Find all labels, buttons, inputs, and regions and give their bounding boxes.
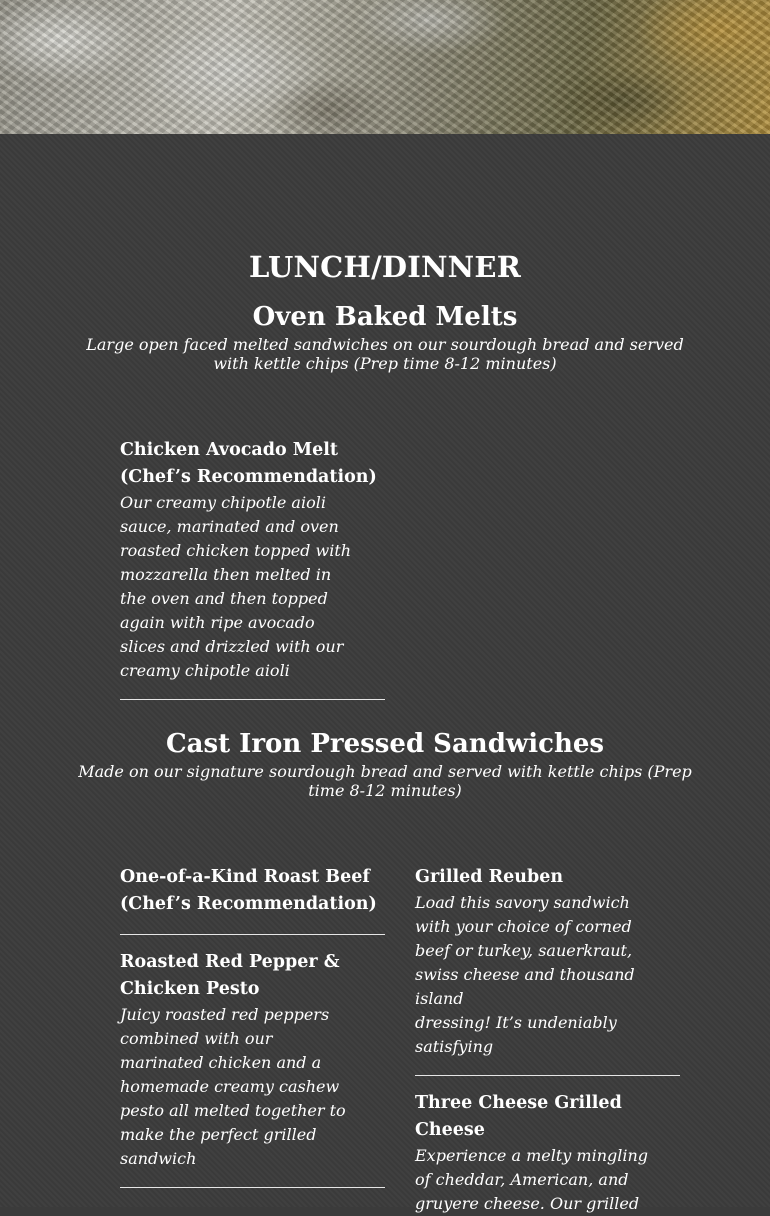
menu-item-description-line: slices and drizzled with our <box>120 637 344 656</box>
menu-item-name <box>120 864 385 918</box>
menu-item-name-line: One-of-a-Kind Roast Beef <box>120 867 370 887</box>
menu-item-description-line: sauce, marinated and oven <box>120 517 339 536</box>
menu-item-description-line: Experience a melty mingling <box>415 1146 649 1165</box>
menu-item-description-line: make the perfect grilled <box>120 1125 317 1144</box>
menu-item-description <box>120 491 380 683</box>
menu-item-roasted-red-pepper-chicken-pesto <box>120 949 385 1171</box>
menu-item-name-line: Three Cheese Grilled <box>415 1093 622 1113</box>
menu-item-description-line: Juicy roasted red peppers <box>120 1005 330 1024</box>
menu-item-description-line: satisfying <box>415 1037 494 1056</box>
menu-item-name <box>120 949 385 1003</box>
menu-item-description-line: dressing! It’s undeniably <box>415 1013 617 1032</box>
menu-item-description-line: with your choice of corned <box>415 917 632 936</box>
menu-item-description-line: the oven and then topped <box>120 589 328 608</box>
menu-item-description <box>120 1003 385 1171</box>
menu-item-description-line: mozzarella then melted in <box>120 565 332 584</box>
menu-item-description-line: of cheddar, American, and <box>415 1170 629 1189</box>
menu-item-description <box>415 1144 680 1216</box>
menu-item-description-line: homemade creamy cashew <box>120 1077 340 1096</box>
section-description-oven-baked-melts <box>0 335 770 373</box>
menu-item-description-line: Load this savory sandwich <box>415 893 630 912</box>
menu-item-name-line: Grilled Reuben <box>415 867 564 887</box>
menu-item-name <box>415 864 680 891</box>
menu-item-description-line: beef or turkey, sauerkraut, <box>415 941 633 960</box>
menu-item-description-line: creamy chipotle aioli <box>120 661 290 680</box>
item-divider <box>120 699 385 700</box>
section-description-line: time 8-12 minutes) <box>308 781 462 800</box>
section-title-cast-iron-pressed-sandwiches: Cast Iron Pressed Sandwiches <box>165 729 605 759</box>
menu-item-name-line: (Chef’s Recommendation) <box>120 467 377 487</box>
menu-item-description-line: marinated chicken and a <box>120 1053 322 1072</box>
menu-item-three-cheese-grilled-cheese <box>415 1090 680 1216</box>
section-title-oven-baked-melts: Oven Baked Melts <box>252 302 518 332</box>
section-description-cast-iron-pressed-sandwiches <box>0 762 770 800</box>
section-description-line: Made on our signature sourdough bread and served with kettle chips (Prep <box>78 762 692 781</box>
menu-item-description-line: island <box>415 989 464 1008</box>
menu-item-grilled-reuben <box>415 864 680 1059</box>
page-title: LUNCH/DINNER <box>248 250 521 284</box>
menu-item-name-line: Chicken Pesto <box>120 979 260 999</box>
menu-item-roast-beef <box>120 864 385 918</box>
menu-item-name <box>120 437 380 491</box>
menu-item-description-line: pesto all melted together to <box>120 1101 346 1120</box>
menu-item-description-line: Our creamy chipotle aioli <box>120 493 326 512</box>
menu-item-description-line: swiss cheese and thousand <box>415 965 635 984</box>
section-description-line: Large open faced melted sandwiches on our sourdough bread and served <box>86 335 684 354</box>
menu-item-name-line: Chicken Avocado Melt <box>120 440 338 460</box>
section-description-line: with kettle chips (Prep time 8-12 minutes) <box>213 354 557 373</box>
menu-item-description <box>415 891 680 1059</box>
hero-banner-image <box>0 0 770 134</box>
menu-item-name <box>415 1090 680 1144</box>
menu-item-name-line: Cheese <box>415 1120 485 1140</box>
menu-item-description-line: roasted chicken topped with <box>120 541 352 560</box>
item-divider <box>415 1075 680 1076</box>
menu-item-description-line: gruyere cheese. Our grilled <box>415 1194 640 1213</box>
menu-item-description-line: sandwich <box>120 1149 197 1168</box>
menu-item-chicken-avocado-melt <box>120 437 380 683</box>
menu-item-name-line: (Chef’s Recommendation) <box>120 894 377 914</box>
item-divider <box>120 934 385 935</box>
menu-item-description-line: again with ripe avocado <box>120 613 315 632</box>
item-divider <box>120 1187 385 1188</box>
menu-item-description-line: combined with our <box>120 1029 273 1048</box>
menu-item-name-line: Roasted Red Pepper & <box>120 952 340 972</box>
